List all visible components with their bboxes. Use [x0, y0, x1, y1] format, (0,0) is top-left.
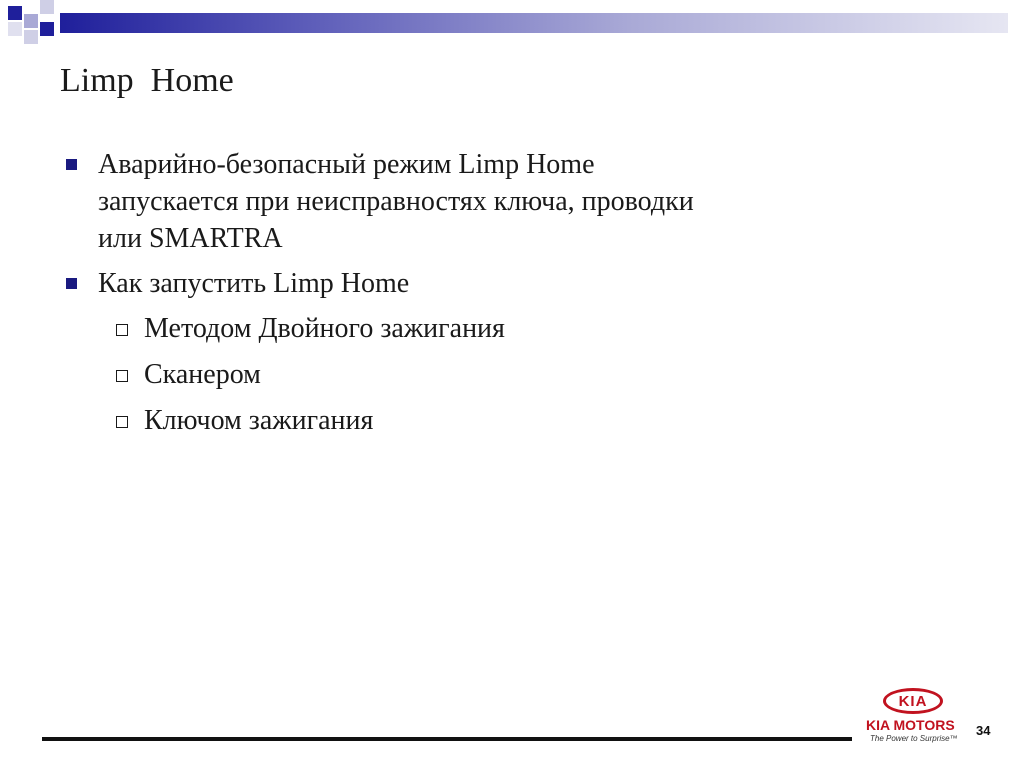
kia-motors-logo	[862, 688, 962, 748]
hollow-square-bullet-icon	[116, 324, 128, 336]
decor-square	[24, 14, 38, 28]
decor-square	[8, 6, 22, 20]
decor-square	[40, 22, 54, 36]
list-item	[60, 265, 740, 302]
bullet-text: Как запустить Limp Home	[98, 268, 410, 299]
hollow-square-bullet-icon	[116, 416, 128, 428]
list-item	[60, 146, 740, 257]
logo-name: KIA MOTORS	[866, 717, 955, 733]
sub-bullet-text: Методом Двойного зажигания	[144, 313, 505, 344]
slide-title: Limp Home	[60, 62, 234, 99]
header-gradient-bar	[60, 13, 1008, 33]
logo-brand: KIA	[898, 692, 928, 710]
hollow-square-bullet-icon	[116, 370, 128, 382]
sub-bullet-text: Ключом зажигания	[144, 405, 374, 436]
sub-list-item	[114, 356, 740, 393]
square-bullet-icon	[66, 159, 77, 170]
bullet-text: Аварийно-безопасный режим Limp Home запускается при неисправностях ключа, проводки или SMARTRA	[98, 149, 694, 254]
sub-list	[114, 310, 740, 439]
decor-square	[8, 22, 22, 36]
kia-oval-icon	[883, 688, 943, 714]
decor-square	[40, 0, 54, 14]
sub-bullet-text: Сканером	[144, 359, 261, 390]
sub-list-item	[114, 402, 740, 439]
slide-content	[60, 146, 740, 448]
logo-tagline: The Power to Surprise™	[870, 734, 958, 743]
footer-divider	[42, 737, 852, 741]
page-number: 34	[976, 723, 991, 738]
decor-square	[24, 30, 38, 44]
square-bullet-icon	[66, 278, 77, 289]
sub-list-item	[114, 310, 740, 347]
